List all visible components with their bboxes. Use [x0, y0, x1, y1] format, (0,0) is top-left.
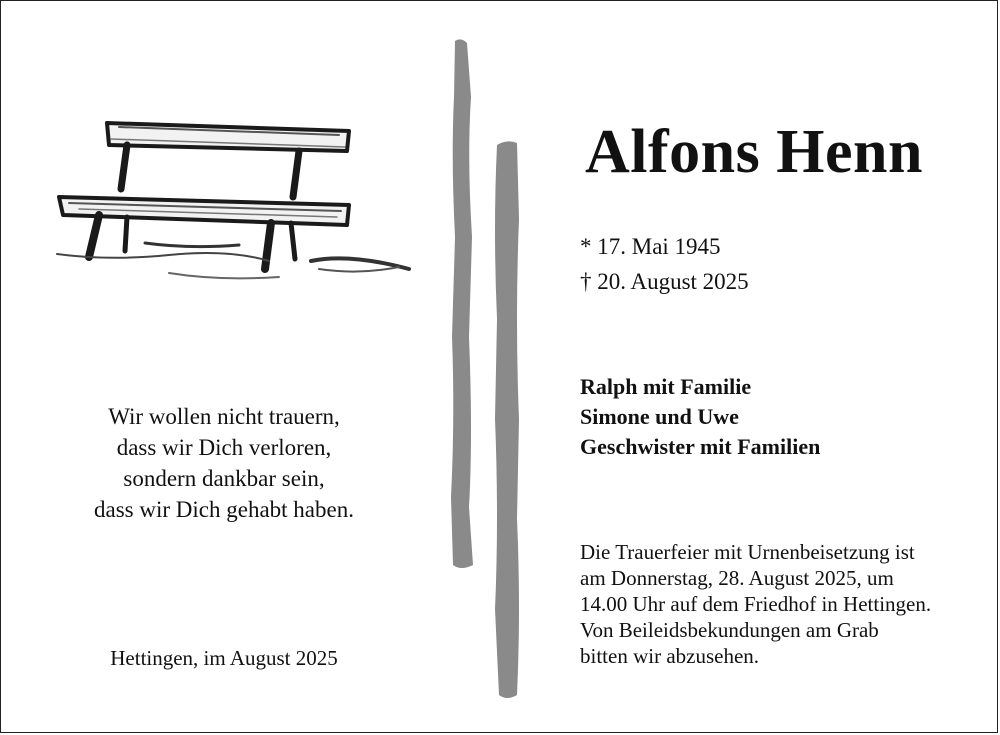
mourner: Simone und Uwe — [580, 404, 739, 429]
birth-date: * 17. Mai 1945 — [580, 234, 721, 259]
mourners-list — [580, 372, 820, 462]
verse — [49, 401, 399, 525]
verse-line: dass wir Dich verloren, — [116, 435, 332, 460]
verse-line: sondern dankbar sein, — [123, 466, 325, 491]
mourner: Ralph mit Familie — [580, 374, 752, 399]
life-dates — [580, 229, 749, 299]
bench-illustration — [49, 109, 419, 289]
grey-stripe-right — [491, 139, 523, 701]
notice-line: 14.00 Uhr auf dem Friedhof in Hettingen. — [580, 592, 932, 616]
notice-line: Die Trauerfeier mit Urnenbeisetzung ist — [580, 540, 915, 564]
notice-line: bitten wir abzusehen. — [580, 644, 760, 668]
death-date: † 20. August 2025 — [580, 269, 749, 294]
verse-line: Wir wollen nicht trauern, — [108, 404, 340, 429]
deceased-name: Alfons Henn — [585, 118, 923, 186]
place-date: Hettingen, im August 2025 — [110, 646, 338, 670]
verse-line: dass wir Dich gehabt haben. — [94, 497, 354, 522]
mourner: Geschwister mit Familien — [580, 434, 821, 459]
funeral-notice — [580, 539, 990, 669]
notice-line: am Donnerstag, 28. August 2025, um — [580, 566, 894, 590]
notice-line: Von Beileidsbekundungen am Grab — [580, 618, 879, 642]
grey-stripe-left — [447, 37, 477, 571]
